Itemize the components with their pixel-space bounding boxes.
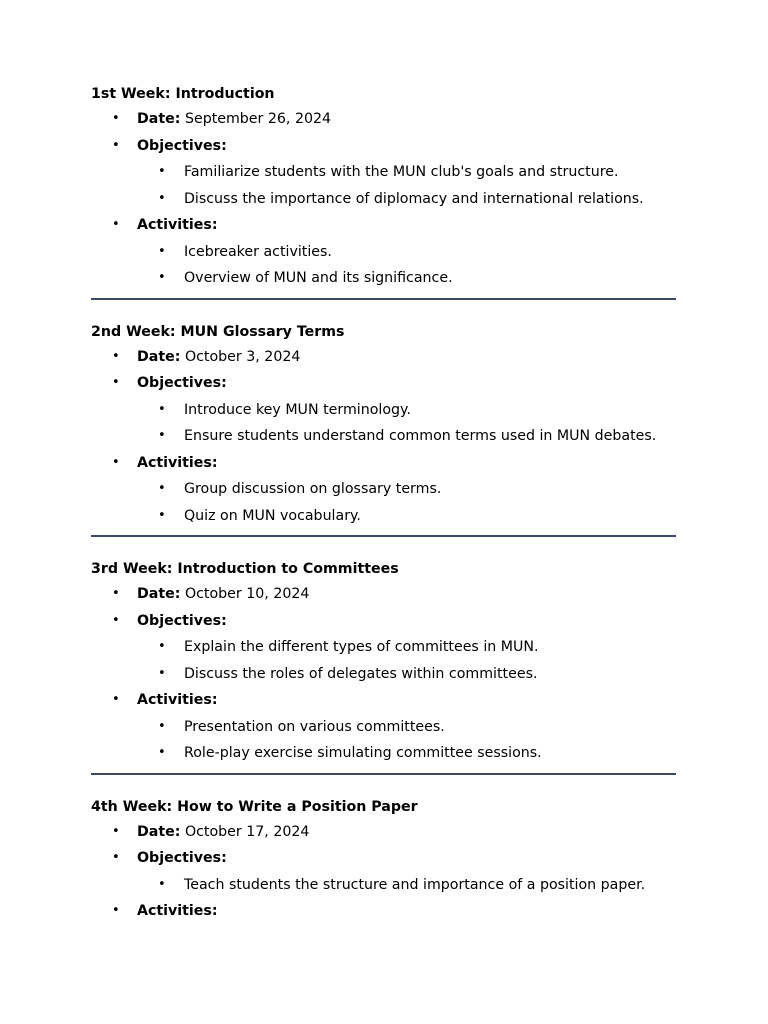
section-divider — [91, 773, 676, 775]
date-label: Date: — [137, 823, 181, 840]
section-title: 1st Week: Introduction — [91, 86, 275, 102]
activity-text: Group discussion on glossary terms. — [184, 481, 442, 497]
objective-item — [91, 423, 676, 450]
objective-text: Familiarize students with the MUN club's goals and structure. — [184, 164, 619, 180]
activity-text: Presentation on various committees. — [184, 718, 445, 735]
activity-item — [91, 476, 676, 503]
activities-label: Activities: — [137, 217, 218, 233]
bullet-icon: • — [158, 718, 166, 734]
activity-item — [91, 239, 676, 266]
bullet-icon: • — [112, 375, 120, 390]
date-label: Date: — [137, 111, 181, 127]
activities-heading — [91, 450, 676, 477]
activities-heading — [91, 212, 676, 239]
date-item — [91, 581, 676, 608]
bullet-icon: • — [158, 243, 166, 259]
bullet-icon: • — [158, 639, 166, 654]
bullet-icon: • — [112, 823, 120, 839]
week-section — [91, 82, 676, 292]
objectives-label: Objectives: — [137, 850, 227, 866]
bullet-icon: • — [112, 348, 120, 364]
date-item — [91, 819, 676, 846]
activity-text: Role-play exercise simulating committee sessions. — [184, 745, 542, 761]
objective-text: Teach students the structure and importance of a position paper. — [184, 876, 646, 893]
week-section — [91, 320, 676, 530]
objective-item — [91, 872, 676, 899]
objective-text: Discuss the importance of diplomacy and international relations. — [184, 190, 644, 207]
bullet-icon: • — [158, 507, 166, 523]
section-divider — [91, 298, 676, 300]
section-title: 3rd Week: Introduction to Committees — [91, 561, 399, 577]
activity-text: Icebreaker activities. — [184, 243, 332, 260]
objectives-label: Objectives: — [137, 137, 227, 154]
objectives-label: Objectives: — [137, 612, 227, 629]
bullet-icon: • — [112, 903, 120, 918]
activity-text: Quiz on MUN vocabulary. — [184, 507, 361, 524]
activity-item — [91, 714, 676, 741]
objectives-label: Objectives: — [137, 375, 227, 391]
date-item — [91, 344, 676, 371]
activity-text: Overview of MUN and its significance. — [184, 270, 453, 286]
date-value: October 17, 2024 — [184, 823, 310, 840]
bullet-icon: • — [158, 270, 166, 285]
activities-label: Activities: — [137, 454, 218, 471]
objective-item — [91, 661, 676, 688]
objective-text: Ensure students understand common terms used in MUN debates. — [184, 428, 657, 444]
objectives-heading — [91, 133, 676, 160]
objectives-heading — [91, 845, 676, 872]
date-label: Date: — [137, 586, 181, 602]
bullet-icon: • — [158, 665, 166, 681]
objective-item — [91, 634, 676, 661]
bullet-icon: • — [158, 164, 166, 179]
section-title: 4th Week: How to Write a Position Paper — [91, 798, 418, 815]
date-label: Date: — [137, 348, 181, 365]
objective-text: Discuss the roles of delegates within committees. — [184, 665, 538, 682]
section-divider — [91, 535, 676, 537]
date-value: October 10, 2024 — [184, 586, 310, 602]
activity-item — [91, 740, 676, 767]
date-value: September 26, 2024 — [184, 111, 332, 127]
activities-label: Activities: — [137, 692, 218, 708]
activity-item — [91, 265, 676, 292]
activities-heading — [91, 687, 676, 714]
bullet-icon: • — [112, 692, 120, 707]
activities-label: Activities: — [137, 903, 218, 919]
document-page — [91, 82, 676, 925]
week-section — [91, 557, 676, 767]
bullet-icon: • — [112, 850, 120, 865]
objective-text: Introduce key MUN terminology. — [184, 401, 411, 418]
objective-item — [91, 159, 676, 186]
activities-heading — [91, 898, 676, 925]
section-title: 2nd Week: MUN Glossary Terms — [91, 323, 345, 340]
bullet-icon: • — [158, 481, 166, 496]
bullet-icon: • — [158, 745, 166, 760]
bullet-icon: • — [112, 586, 120, 601]
bullet-icon: • — [112, 111, 120, 126]
objectives-heading — [91, 370, 676, 397]
activity-item — [91, 503, 676, 530]
objectives-heading — [91, 608, 676, 635]
bullet-icon: • — [158, 401, 166, 417]
bullet-icon: • — [158, 190, 166, 206]
objective-item — [91, 186, 676, 213]
objective-item — [91, 397, 676, 424]
week-section — [91, 795, 676, 925]
bullet-icon: • — [158, 876, 166, 892]
bullet-icon: • — [112, 612, 120, 628]
date-item — [91, 106, 676, 133]
objective-text: Explain the different types of committees in MUN. — [184, 639, 539, 655]
date-value: October 3, 2024 — [184, 348, 301, 365]
bullet-icon: • — [112, 454, 120, 470]
bullet-icon: • — [112, 217, 120, 232]
bullet-icon: • — [112, 137, 120, 153]
bullet-icon: • — [158, 428, 166, 443]
